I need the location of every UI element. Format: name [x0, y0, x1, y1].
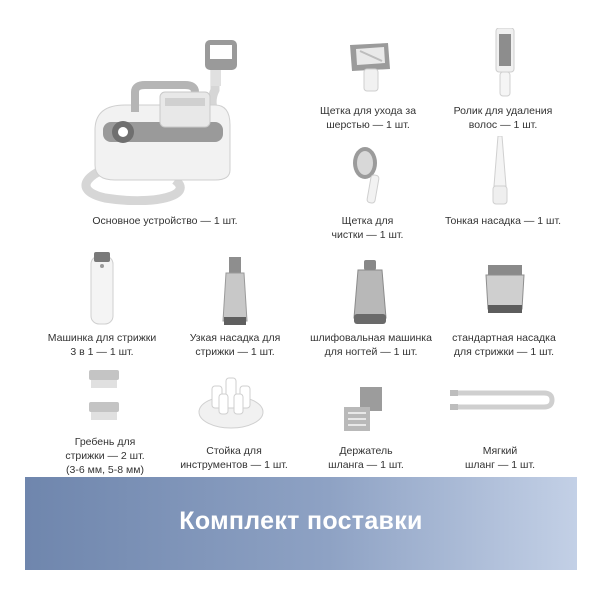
- kit-banner: [25, 477, 577, 570]
- grooming-brush-image: [340, 35, 400, 95]
- caption-cleaning-brush: Щетка для чистки — 1 шт.: [331, 215, 404, 241]
- clipper-image: [87, 250, 117, 326]
- caption-grooming-brush: Щетка для ухода за шерстью — 1 шт.: [319, 105, 417, 131]
- cleaning-brush-image: [347, 145, 387, 205]
- caption-thin-nozzle: Тонкая насадка — 1 шт.: [444, 215, 562, 227]
- standard-nozzle-image: [482, 265, 528, 315]
- caption-hose-holder: Держатель шланга — 1 шт.: [328, 445, 404, 471]
- caption-nail-grinder: шлифовальная машинка для ногтей — 1 шт.: [310, 332, 432, 358]
- soft-hose-image: [448, 385, 556, 415]
- caption-narrow-nozzle: Узкая насадка для стрижки — 1 шт.: [189, 332, 281, 358]
- nail-grinder-image: [350, 258, 390, 326]
- combs-image: [85, 368, 125, 426]
- caption-combs: Гребень для стрижки — 2 шт. (3-6 мм, 5-8 мм): [65, 436, 145, 476]
- thin-nozzle-image: [488, 136, 512, 206]
- hose-holder-image: [340, 385, 386, 435]
- caption-tool-stand: Стойка для инструментов — 1 шт.: [180, 445, 288, 471]
- caption-standard-nozzle: стандартная насадка для стрижки — 1 шт.: [452, 332, 556, 358]
- caption-main-unit: Основное устройство — 1 шт.: [92, 215, 238, 227]
- banner-title: Комплект поставки: [179, 507, 423, 535]
- hair-roller-image: [490, 28, 520, 98]
- caption-soft-hose: Мягкий шланг — 1 шт.: [464, 445, 536, 471]
- caption-clipper: Машинка для стрижки 3 в 1 — 1 шт.: [47, 332, 157, 358]
- tool-stand-image: [196, 368, 266, 432]
- main-unit-image: [65, 30, 265, 205]
- caption-hair-roller: Ролик для удаления волос — 1 шт.: [453, 105, 553, 131]
- narrow-nozzle-image: [220, 255, 250, 327]
